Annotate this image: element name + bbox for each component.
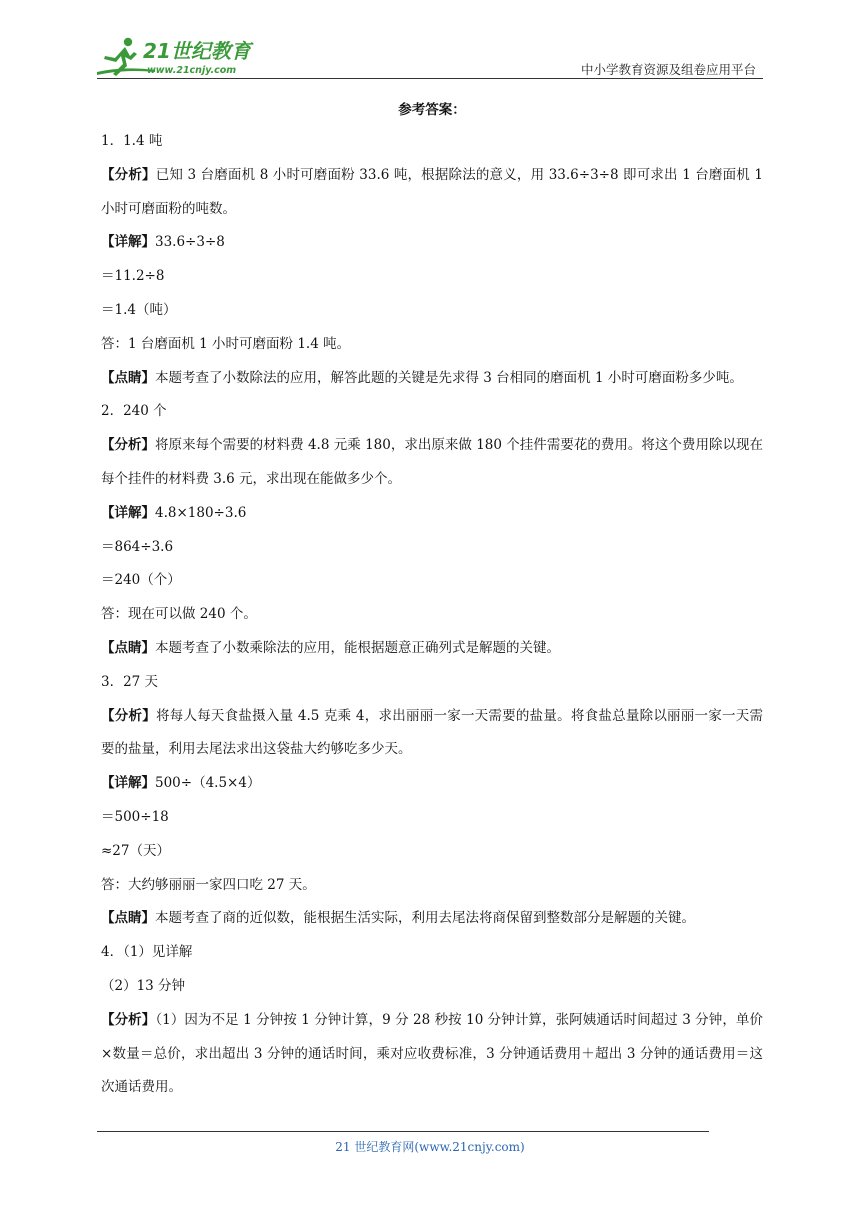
answer-line (101, 869, 763, 903)
line-text: 本题考查了小数乘除法的应用，能根据题意正确列式是解题的关键。 (155, 639, 560, 656)
answer-content (101, 98, 763, 1105)
section-tag: 【详解】 (101, 234, 155, 251)
answer-line (101, 125, 763, 159)
logo-url: www.21cnjy.com (147, 65, 237, 76)
answer-line (101, 666, 763, 700)
section-tag: 【分析】 (101, 1011, 156, 1028)
answer-line (101, 294, 763, 328)
line-text: （2）13 分钟 (101, 977, 186, 994)
line-text: ＝11.2÷8 (101, 268, 165, 285)
line-text: 已知 3 台磨面机 8 小时可磨面粉 33.6 吨，根据除法的意义，用 33.6÷3÷8 即可求出 1 台磨面机 1 小时可磨面粉的吨数。 (101, 166, 763, 217)
answer-lines (101, 125, 763, 1105)
line-text: 4．（1）见详解 (101, 944, 193, 961)
annotated-line (101, 632, 763, 666)
header-divider (97, 78, 763, 79)
answer-line (101, 835, 763, 869)
section-tag: 【点睛】 (101, 910, 155, 927)
annotated-line (101, 1004, 763, 1105)
line-text: 3．27 天 (101, 673, 159, 690)
annotated-line (101, 226, 763, 260)
answer-line (101, 564, 763, 598)
line-text: （1）因为不足 1 分钟按 1 分钟计算，9 分 28 秒按 10 分钟计算，张阿姨通话时间超过 3 分钟，单价×数量＝总价，求出超出 3 分钟的通话时间，乘对应收费标准，3 分钟通话费用＋超出 3 分钟的通话费用＝这次通话费用。 (101, 1011, 764, 1096)
answer-line (101, 395, 763, 429)
answer-line (101, 260, 763, 294)
line-text: ≈27（天） (101, 842, 170, 859)
line-text: 将每人每天食盐摄入量 4.5 克乘 4，求出丽丽一家一天需要的盐量。将食盐总量除以丽丽一家一天需要的盐量，利用去尾法求出这袋盐大约够吃多少天。 (101, 707, 763, 758)
logo-21cnjy (95, 36, 265, 78)
line-text: 将原来每个需要的材料费 4.8 元乘 180，求出原来做 180 个挂件需要花的费用。将这个费用除以现在每个挂件的材料费 3.6 元，求出现在能做多少个。 (101, 437, 763, 487)
annotated-line (101, 429, 763, 497)
line-text: 4.8×180÷3.6 (155, 504, 247, 521)
answer-line (101, 801, 763, 835)
annotated-line (101, 767, 763, 801)
section-tag: 【分析】 (101, 166, 156, 183)
annotated-line (101, 497, 763, 531)
annotated-line (101, 902, 763, 936)
section-tag: 【点睛】 (101, 639, 155, 656)
section-tag: 【分析】 (101, 437, 156, 454)
footer-divider (97, 1131, 709, 1132)
answer-line (101, 936, 763, 970)
footer-link[interactable]: 21 世纪教育网(www.21cnjy.com) (335, 1140, 525, 1154)
answer-line (101, 531, 763, 565)
platform-label: 中小学教育资源及组卷应用平台 (580, 62, 756, 77)
line-text: 33.6÷3÷8 (155, 234, 225, 251)
answer-line (101, 328, 763, 362)
page-header (0, 0, 860, 82)
line-text: 本题考查了商的近似数，能根据生活实际，利用去尾法将商保留到整数部分是解题的关键。 (155, 910, 695, 927)
line-text: 答：1 台磨面机 1 小时可磨面粉 1.4 吨。 (101, 335, 351, 352)
line-text: ＝864÷3.6 (101, 538, 174, 555)
page-title: 参考答案： (398, 102, 466, 118)
line-text: 本题考查了小数除法的应用，解答此题的关键是先求得 3 台相同的磨面机 1 小时可磨面粉多少吨。 (155, 369, 743, 386)
answer-line (101, 598, 763, 632)
section-tag: 【详解】 (101, 504, 155, 521)
line-text: ＝240（个） (101, 572, 181, 589)
section-tag: 【点睛】 (101, 369, 155, 386)
line-text: ＝500÷18 (101, 808, 169, 825)
line-text: 500÷（4.5×4） (155, 775, 261, 792)
line-text: 1．1.4 吨 (101, 133, 163, 149)
line-text: 答：现在可以做 240 个。 (101, 606, 257, 623)
line-text: ＝1.4（吨） (101, 301, 177, 318)
section-tag: 【详解】 (101, 775, 155, 792)
annotated-line (101, 362, 763, 396)
answer-line (101, 970, 763, 1004)
annotated-line (101, 700, 763, 768)
logo-text: 21世纪教育 (143, 39, 251, 63)
annotated-line (101, 159, 763, 227)
line-text: 2．240 个 (101, 403, 167, 420)
section-tag: 【分析】 (101, 707, 156, 724)
line-text: 答：大约够丽丽一家四口吃 27 天。 (101, 876, 316, 893)
